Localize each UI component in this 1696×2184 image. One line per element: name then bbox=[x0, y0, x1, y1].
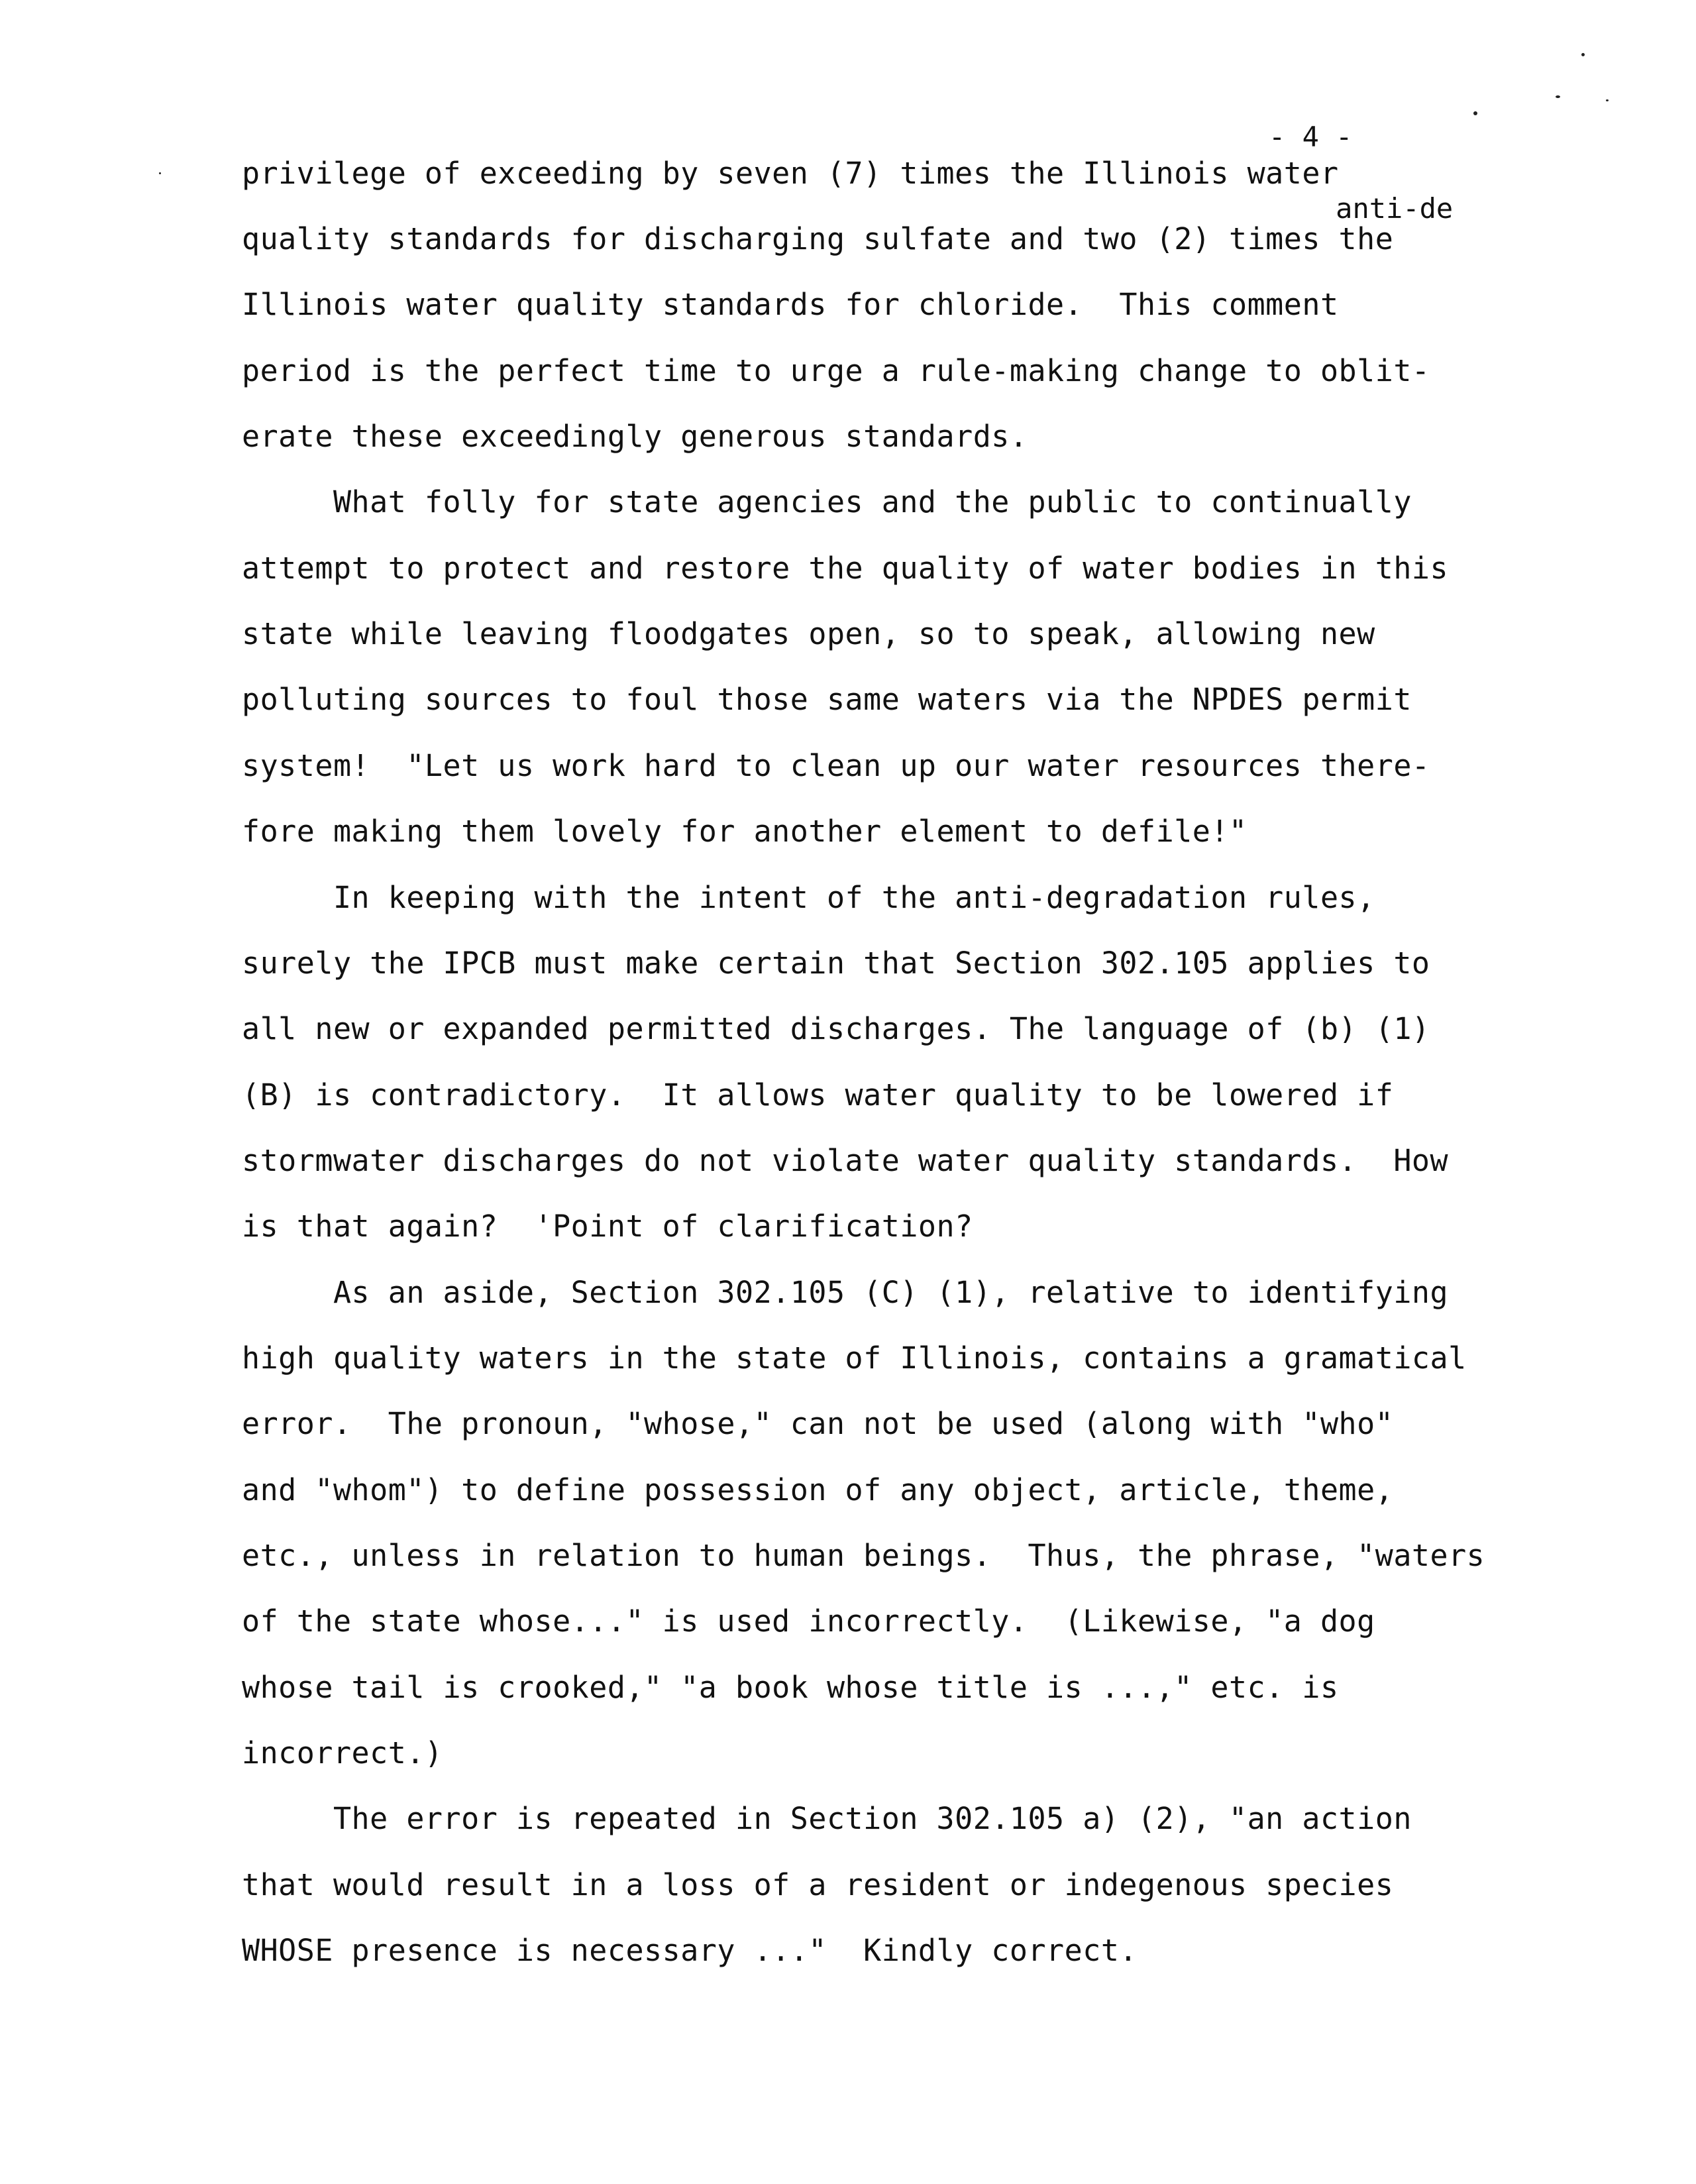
scan-speck bbox=[1473, 111, 1477, 115]
text-line: surely the IPCB must make certain that Section 302.105 applies to bbox=[242, 946, 1430, 981]
text-line: high quality waters in the state of Illinois, contains a gramatical bbox=[242, 1340, 1467, 1376]
text-line: Illinois water quality standards for chloride. This comment bbox=[242, 287, 1339, 322]
text-line: incorrect.) bbox=[242, 1735, 443, 1771]
scan-speck bbox=[159, 172, 161, 174]
text-line: (B) is contradictory. It allows water quality to be lowered if bbox=[242, 1077, 1394, 1113]
text-line: and "whom") to define possession of any object, article, theme, bbox=[242, 1472, 1394, 1507]
text-line: The error is repeated in Section 302.105 a) (2), "an action bbox=[242, 1801, 1412, 1836]
text-line: that would result in a loss of a resident or indegenous species bbox=[242, 1867, 1394, 1902]
text-line: erate these exceedingly generous standards. bbox=[242, 419, 1028, 454]
text-line: What folly for state agencies and the public to continually bbox=[242, 484, 1412, 519]
text-line: In keeping with the intent of the anti-degradation rules, bbox=[242, 880, 1375, 915]
text-line: is that again? 'Point of clarification? bbox=[242, 1209, 973, 1244]
text-line: error. The pronoun, "whose," can not be used (along with "who" bbox=[242, 1406, 1394, 1441]
text-line: system! "Let us work hard to clean up our water resources there- bbox=[242, 748, 1430, 783]
text-line: etc., unless in relation to human beings. Thus, the phrase, "waters bbox=[242, 1538, 1485, 1573]
text-line: stormwater discharges do not violate water quality standards. How bbox=[242, 1143, 1449, 1178]
text-line: fore making them lovely for another element to defile!" bbox=[242, 814, 1247, 849]
text-line: period is the perfect time to urge a rule-making change to oblit- bbox=[242, 353, 1430, 388]
text-line: WHOSE presence is necessary ..." Kindly correct. bbox=[242, 1933, 1138, 1968]
text-line: As an aside, Section 302.105 (C) (1), relative to identifying bbox=[242, 1275, 1449, 1310]
text-line: of the state whose..." is used incorrectly. (Likewise, "a dog bbox=[242, 1604, 1375, 1639]
text-line: quality standards for discharging sulfate and two (2) times the bbox=[242, 221, 1394, 256]
text-line: polluting sources to foul those same waters via the NPDES permit bbox=[242, 682, 1412, 717]
scan-speck bbox=[1606, 99, 1609, 101]
text-line: whose tail is crooked," "a book whose title is ...," etc. is bbox=[242, 1670, 1339, 1705]
page-number: - 4 - bbox=[1269, 121, 1353, 153]
text-line: state while leaving floodgates open, so to speak, allowing new bbox=[242, 616, 1375, 651]
text-line: attempt to protect and restore the quality of water bodies in this bbox=[242, 551, 1449, 586]
text-line: privilege of exceeding by seven (7) times the Illinois water bbox=[242, 156, 1339, 191]
header-short-title: anti-de bbox=[1336, 192, 1454, 225]
scan-speck bbox=[1581, 53, 1585, 56]
text-line: all new or expanded permitted discharges. The language of (b) (1) bbox=[242, 1011, 1430, 1046]
scan-speck bbox=[1556, 95, 1560, 98]
